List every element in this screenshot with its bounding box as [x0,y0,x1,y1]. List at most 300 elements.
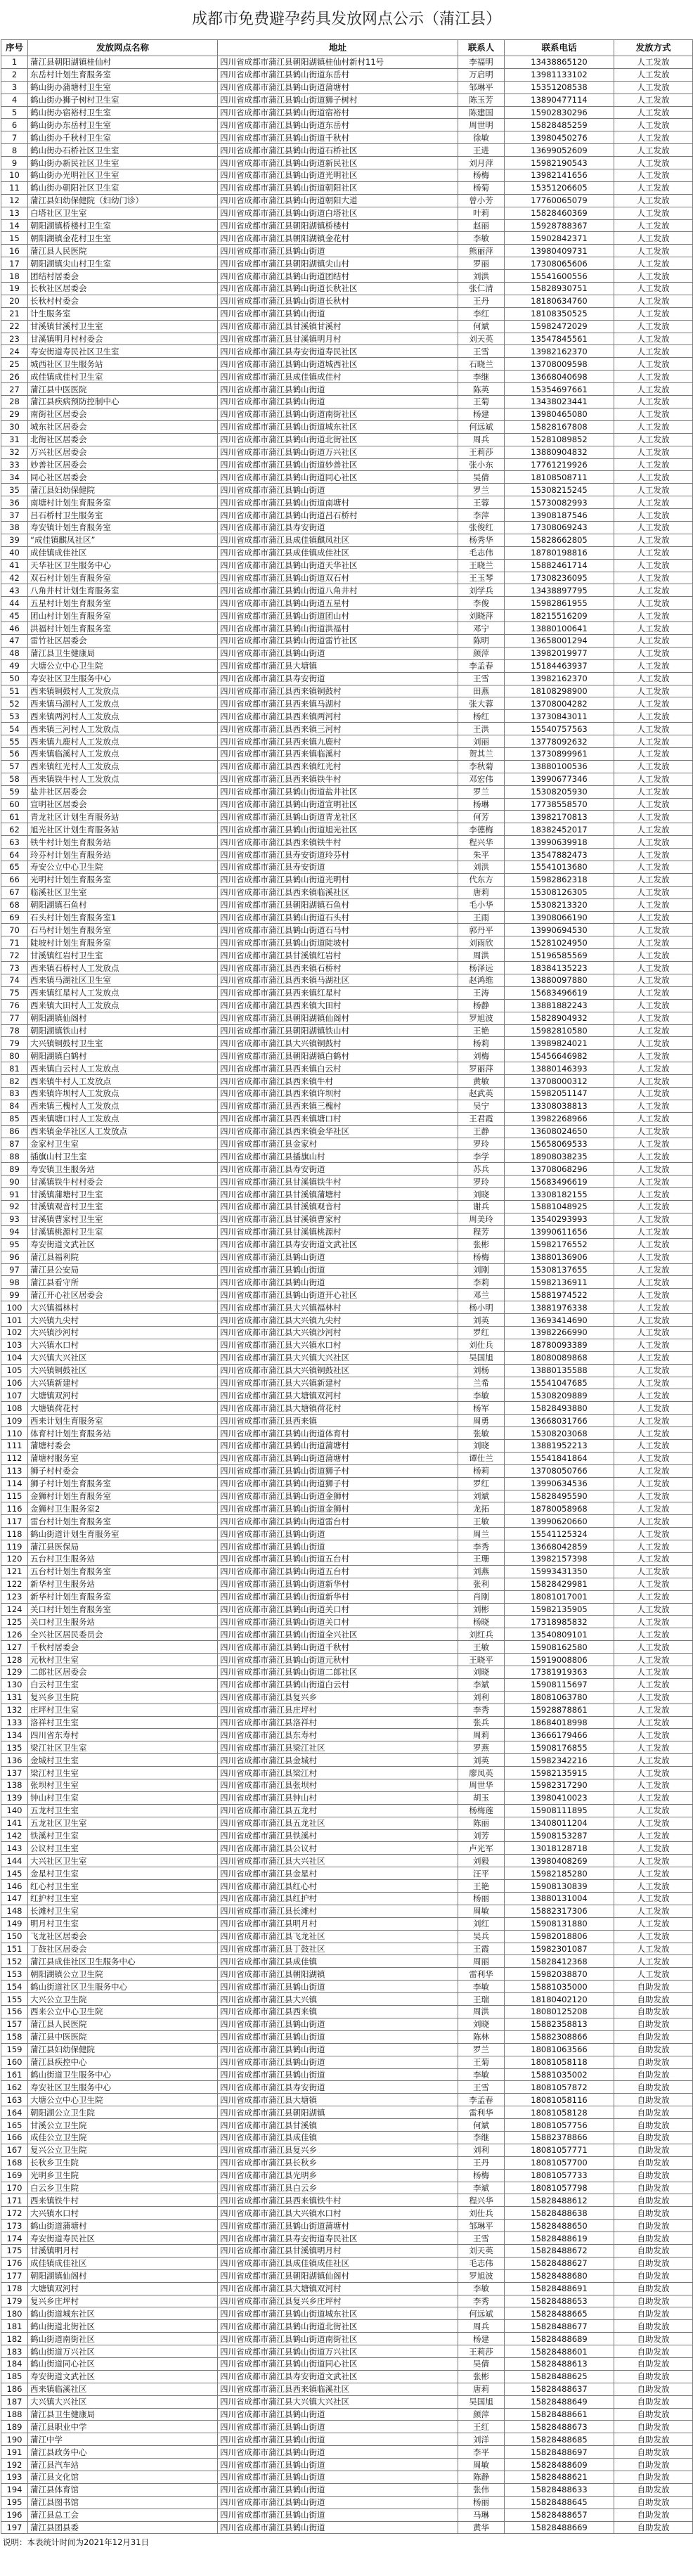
table-row [1,2357,693,2370]
cell-method: 人工发放 [614,1402,693,1415]
cell-phone: 15683496619 [505,1176,614,1188]
cell-phone: 13547845561 [505,333,614,345]
table-row [1,1062,693,1075]
cell-point-name: 蒲江县职业中学 [28,2421,218,2433]
cell-address: 四川省成都市蒲江县鹤山街道 [218,383,458,396]
cell-address: 四川省成都市蒲江县鹤山街道东岳村 [218,68,458,81]
distribution-points-table [1,39,693,2534]
cell-method: 人工发放 [614,1037,693,1050]
cell-point-name: 白塔社区卫生室 [28,207,218,219]
cell-point-name: 西来镇临溪村人工发放点 [28,747,218,760]
cell-contact: 张大蓉 [458,697,505,710]
cell-contact: 李敏 [458,1981,505,1993]
cell-point-name: 光明乡卫生院 [28,2169,218,2182]
cell-method: 自助发放 [614,2119,693,2132]
cell-index: 81 [1,1062,28,1075]
cell-contact: 王雨 [458,911,505,924]
cell-point-name: 五台村计划生育服务室 [28,1565,218,1578]
cell-method: 人工发放 [614,194,693,207]
cell-index: 136 [1,1754,28,1767]
cell-contact: 唐莉 [458,886,505,899]
cell-method: 人工发放 [614,181,693,194]
cell-point-name: 朝阳湖镇仙阁村 [28,2269,218,2282]
cell-point-name: 大兴社区卫生室 [28,1855,218,1867]
cell-point-name: 鹤山街道城东社区 [28,2307,218,2320]
table-row [1,1276,693,1289]
cell-method: 人工发放 [614,1276,693,1289]
cell-contact: 李秀 [458,1704,505,1716]
cell-point-name: 鹤山街道社区卫生服务中心 [28,1981,218,1993]
table-row [1,634,693,647]
table-row [1,723,693,735]
cell-index: 82 [1,1075,28,1088]
table-row [1,484,693,496]
cell-address: 四川省成都市蒲江县鹤山街道双石村 [218,572,458,584]
cell-address: 四川省成都市蒲江县甘溪镇铁牛村 [218,1176,458,1188]
cell-phone: 15928788367 [505,219,614,232]
cell-point-name: 蒲江县妇幼保健院 [28,2043,218,2056]
cell-point-name: 石马村计划生育服务室 [28,924,218,936]
cell-contact: 张兵 [458,1716,505,1729]
cell-phone: 15828488661 [505,2408,614,2421]
cell-address: 四川省成都市蒲江县鹤山街道长秋社区 [218,283,458,295]
cell-phone: 15828412368 [505,1955,614,1968]
table-row [1,1289,693,1301]
cell-index: 16 [1,245,28,257]
cell-address: 四川省成都市蒲江县寿安街道 [218,2081,458,2094]
cell-point-name: 金星村卫生室 [28,1867,218,1880]
cell-contact: 王红 [458,2421,505,2433]
table-row [1,1817,693,1829]
cell-method: 人工发放 [614,1754,693,1767]
cell-point-name: 蒲江县卫生健康局 [28,647,218,659]
cell-point-name: 钟山村卫生室 [28,1791,218,1804]
cell-phone: 18215516209 [505,610,614,622]
cell-point-name: 甘溪镇红岩村卫生室 [28,949,218,962]
table-row [1,1314,693,1327]
cell-index: 65 [1,861,28,874]
cell-index: 97 [1,1263,28,1276]
cell-index: 139 [1,1791,28,1804]
cell-index: 64 [1,849,28,861]
cell-phone: 15882378866 [505,2131,614,2144]
cell-address: 四川省成都市蒲江县大兴镇九尖村 [218,1314,458,1327]
cell-point-name: 宣明社区居委会 [28,798,218,811]
cell-address: 四川省成都市蒲江县长秋乡 [218,2156,458,2169]
cell-address: 四川省成都市蒲江县鹤山街道南塘村 [218,496,458,509]
cell-method: 人工发放 [614,1691,693,1704]
cell-method: 人工发放 [614,1930,693,1943]
table-row [1,899,693,911]
cell-contact: 王菊 [458,2056,505,2068]
cell-address: 四川省成都市蒲江县甘溪镇蒲塘村 [218,1188,458,1201]
table-row [1,936,693,949]
cell-phone: 15828488613 [505,2357,614,2370]
cell-address: 四川省成都市蒲江县西来镇铁牛村 [218,773,458,785]
cell-index: 117 [1,1515,28,1528]
cell-address: 四川省成都市蒲江县甘溪镇明月村 [218,2244,458,2257]
cell-contact: 杨梅 [458,169,505,182]
table-row [1,986,693,999]
cell-method: 人工发放 [614,685,693,697]
cell-point-name: 长秋村村委会 [28,295,218,307]
cell-phone: 18081057733 [505,2169,614,2182]
table-row [1,1767,693,1779]
cell-phone: 18108508711 [505,471,614,484]
cell-address: 四川省成都市蒲江县朝阳湖镇铁山村 [218,1024,458,1037]
table-row [1,2370,693,2383]
cell-point-name: 体育村计划生育服务站 [28,1427,218,1440]
cell-method: 人工发放 [614,1905,693,1917]
cell-contact: 周世华 [458,1779,505,1792]
cell-contact: 张利 [458,1578,505,1590]
cell-address: 四川省成都市蒲江县成佳镇成佳村 [218,371,458,383]
cell-phone: 15828488645 [505,2496,614,2509]
cell-index: 165 [1,2119,28,2132]
cell-method: 人工发放 [614,458,693,471]
cell-address: 四川省成都市蒲江县大兴镇铜鼓村 [218,1037,458,1050]
cell-index: 170 [1,2182,28,2194]
cell-contact: 石晓兰 [458,358,505,371]
table-row [1,2030,693,2043]
cell-contact: 廖凤英 [458,1767,505,1779]
cell-point-name: 朝阳湖镇石鱼村 [28,899,218,911]
cell-method: 人工发放 [614,81,693,94]
cell-contact: 苏兵 [458,1163,505,1176]
table-row [1,974,693,987]
cell-method: 人工发放 [614,219,693,232]
cell-phone: 18081063780 [505,1691,614,1704]
table-row [1,2106,693,2119]
table-row [1,1981,693,1993]
cell-method: 人工发放 [614,1326,693,1339]
cell-method: 人工发放 [614,962,693,974]
cell-point-name: 新华村计划生育服务室 [28,1590,218,1603]
cell-contact: 王菊 [458,396,505,408]
cell-index: 30 [1,420,28,433]
cell-address: 四川省成都市蒲江县大兴镇福林村 [218,1301,458,1314]
cell-index: 168 [1,2156,28,2169]
cell-address: 四川省成都市蒲江县鹤山街道南街社区 [218,2333,458,2345]
cell-index: 147 [1,1893,28,1905]
cell-method: 人工发放 [614,924,693,936]
cell-phone: 13668042859 [505,1540,614,1553]
cell-method: 自助发放 [614,2446,693,2459]
cell-method: 人工发放 [614,307,693,320]
cell-contact: 程芳 [458,1225,505,1238]
cell-contact: 杨红 [458,710,505,723]
cell-address: 四川省成都市蒲江县朝阳湖镇尖山村 [218,257,458,270]
table-row [1,659,693,672]
table-row [1,1024,693,1037]
cell-method: 自助发放 [614,2144,693,2156]
cell-method: 自助发放 [614,2421,693,2433]
cell-point-name: 甘溪镇桃源村卫生室 [28,1225,218,1238]
cell-address: 四川省成都市蒲江县鹤山街道盐井社区 [218,785,458,798]
cell-contact: 刘英 [458,1314,505,1327]
table-row [1,1452,693,1464]
table-row [1,1251,693,1263]
cell-address: 四川省成都市蒲江县西来镇铁牛村 [218,836,458,849]
cell-address: 四川省成都市蒲江县鹤山街道 [218,2521,458,2534]
cell-contact: 陈玉芳 [458,94,505,106]
cell-contact: 杨丽 [458,1893,505,1905]
cell-contact: 李继 [458,371,505,383]
cell-index: 102 [1,1326,28,1339]
cell-index: 187 [1,2395,28,2408]
table-row [1,1654,693,1666]
cell-method: 人工发放 [614,1427,693,1440]
cell-method: 人工发放 [614,1817,693,1829]
cell-method: 人工发放 [614,886,693,899]
cell-contact: 吴倩 [458,471,505,484]
cell-contact: 杨军 [458,1402,505,1415]
cell-method: 人工发放 [614,1389,693,1402]
table-row [1,610,693,622]
cell-phone: 13881976338 [505,1301,614,1314]
cell-point-name: 天华社区卫生服务中心 [28,559,218,572]
page-title: 成都市免费避孕药具发放网点公示（蒲江县） [191,11,501,28]
cell-index: 141 [1,1817,28,1829]
cell-method: 人工发放 [614,1893,693,1905]
cell-index: 89 [1,1163,28,1176]
table-row [1,1075,693,1088]
cell-point-name: 西来镇大田村人工发放点 [28,999,218,1012]
cell-address: 四川省成都市蒲江县鹤山街道 [218,2459,458,2471]
cell-address: 四川省成都市蒲江县鹤山街道同心社区 [218,2357,458,2370]
cell-method: 人工发放 [614,1075,693,1088]
table-row [1,1050,693,1062]
cell-address: 四川省成都市蒲江县鹤山街道蒲塘村 [218,1439,458,1452]
cell-contact: 吴兵 [458,1930,505,1943]
cell-phone: 15828488689 [505,2333,614,2345]
cell-address: 四川省成都市蒲江县钟山村 [218,1791,458,1804]
cell-address: 四川省成都市蒲江县西来镇许坝村 [218,1088,458,1100]
cell-index: 183 [1,2345,28,2358]
cell-phone: 15828485259 [505,119,614,131]
cell-method: 人工发放 [614,1477,693,1490]
cell-index: 59 [1,785,28,798]
cell-point-name: 团山村计划生育服务室 [28,610,218,622]
cell-address: 四川省成都市蒲江县公议村 [218,1842,458,1855]
cell-address: 四川省成都市蒲江县鹤山街道关口村 [218,1603,458,1616]
cell-contact: 胡玉 [458,1791,505,1804]
cell-contact: 曾小芳 [458,194,505,207]
cell-method: 人工发放 [614,949,693,962]
cell-method: 人工发放 [614,672,693,685]
cell-method: 人工发放 [614,1678,693,1691]
cell-method: 人工发放 [614,408,693,420]
cell-phone: 15828488638 [505,2207,614,2220]
cell-point-name: 雷竹社区居委会 [28,634,218,647]
cell-address: 四川省成都市蒲江县鹤山街道宿裕村 [218,106,458,119]
table-row [1,534,693,546]
cell-point-name: 朝阳湖镇金花村卫生室 [28,232,218,245]
cell-phone: 15828488621 [505,2471,614,2484]
table-row [1,383,693,396]
cell-contact: 何远斌 [458,420,505,433]
cell-index: 134 [1,1729,28,1741]
cell-contact: 张伟 [458,2483,505,2496]
cell-index: 76 [1,999,28,1012]
cell-contact: 万启明 [458,68,505,81]
cell-point-name: 新华村卫生服务站 [28,1578,218,1590]
cell-point-name: 西来镇红星村人工发放点 [28,986,218,999]
cell-index: 163 [1,2094,28,2106]
cell-contact: 刘晓 [458,1439,505,1452]
table-row [1,861,693,874]
cell-contact: 罗旭波 [458,2269,505,2282]
cell-method: 人工发放 [614,320,693,333]
cell-point-name: 玲芬村计划生育服务站 [28,849,218,861]
cell-point-name: 蒲江县图书馆 [28,2496,218,2509]
header-method: 发放方式 [614,40,693,56]
cell-point-name: 梁江村卫生室 [28,1767,218,1779]
cell-index: 7 [1,131,28,144]
cell-phone: 13880100641 [505,622,614,635]
cell-address: 四川省成都市蒲江县朝阳湖镇金花村 [218,232,458,245]
cell-phone: 18684018998 [505,1716,614,1729]
cell-method: 人工发放 [614,333,693,345]
cell-point-name: 寿安街道寿民社区 [28,2232,218,2245]
cell-method: 自助发放 [614,1981,693,1993]
cell-method: 人工发放 [614,1729,693,1741]
cell-method: 人工发放 [614,1829,693,1842]
cell-phone: 18780093389 [505,1339,614,1351]
cell-address: 四川省成都市蒲江县洛祥村 [218,1716,458,1729]
cell-index: 131 [1,1691,28,1704]
cell-index: 157 [1,2018,28,2030]
table-row [1,798,693,811]
cell-index: 112 [1,1452,28,1464]
cell-method: 自助发放 [614,2232,693,2245]
cell-index: 45 [1,610,28,622]
table-row [1,622,693,635]
cell-address: 四川省成都市蒲江县鹤山街道蒲塘村 [218,1452,458,1464]
cell-point-name: 狮子村村委会 [28,1464,218,1477]
cell-phone: 15881048925 [505,1201,614,1213]
cell-index: 32 [1,446,28,458]
table-row [1,1540,693,1553]
cell-index: 126 [1,1628,28,1641]
cell-address: 四川省成都市蒲江县大兴镇水口村 [218,1339,458,1351]
cell-point-name: 鹤山街道卫生服务中心 [28,2068,218,2081]
cell-point-name: 公议村卫生室 [28,1842,218,1855]
cell-method: 人工发放 [614,1616,693,1628]
table-row [1,2471,693,2484]
cell-address: 四川省成都市蒲江县五龙社区 [218,1817,458,1829]
cell-phone: 18780198816 [505,546,614,559]
cell-address: 四川省成都市蒲江县鹤山街道朝阳大道 [218,194,458,207]
cell-index: 175 [1,2244,28,2257]
cell-address: 四川省成都市蒲江县庄坪村 [218,1704,458,1716]
cell-index: 123 [1,1590,28,1603]
cell-phone: 15184463937 [505,659,614,672]
table-row [1,169,693,182]
table-row [1,471,693,484]
cell-point-name: 寿安街道文武社区 [28,1238,218,1251]
cell-address: 四川省成都市蒲江县朝阳湖镇桥楼村 [218,219,458,232]
cell-method: 人工发放 [614,735,693,748]
cell-method: 人工发放 [614,1377,693,1389]
table-row [1,1791,693,1804]
cell-address: 四川省成都市蒲江县鹤山街道南街社区 [218,408,458,420]
cell-phone: 15308209889 [505,1389,614,1402]
cell-index: 36 [1,496,28,509]
table-row [1,1225,693,1238]
cell-method: 人工发放 [614,849,693,861]
cell-address: 四川省成都市蒲江县鹤山街道 [218,2043,458,2056]
cell-method: 人工发放 [614,873,693,886]
cell-contact: 徐敏 [458,131,505,144]
cell-index: 43 [1,584,28,597]
cell-point-name: 成佳公立卫生院 [28,2131,218,2144]
cell-point-name: 五龙村卫生室 [28,1804,218,1817]
cell-method: 人工发放 [614,974,693,987]
table-row [1,283,693,295]
cell-index: 149 [1,1917,28,1930]
table-row [1,2094,693,2106]
cell-method: 自助发放 [614,2030,693,2043]
cell-contact: 李萍 [458,509,505,522]
cell-contact: 罗红 [458,1477,505,1490]
cell-address: 四川省成都市蒲江县飞龙社区 [218,1930,458,1943]
cell-address: 四川省成都市蒲江县鹤山街道同心社区 [218,471,458,484]
cell-contact: 周勇 [458,1415,505,1427]
cell-point-name: 旭光社区计划生育服务站 [28,823,218,836]
cell-contact: 杨梅 [458,2169,505,2182]
cell-phone: 17308069243 [505,521,614,534]
cell-phone: 13880100536 [505,760,614,773]
cell-phone: 15828460369 [505,207,614,219]
cell-method: 人工发放 [614,207,693,219]
cell-address: 四川省成都市蒲江县鹤山街道五星村 [218,597,458,610]
cell-point-name: 鹤山街道计划生育服务室 [28,1528,218,1540]
cell-phone: 18081057771 [505,2144,614,2156]
cell-phone: 15982038870 [505,1968,614,1981]
cell-method: 人工发放 [614,798,693,811]
table-row [1,2496,693,2509]
cell-phone: 13540809101 [505,1628,614,1641]
cell-method: 人工发放 [614,1100,693,1112]
cell-method: 人工发放 [614,484,693,496]
cell-point-name: 五龙社区卫生室 [28,1817,218,1829]
table-row [1,559,693,572]
cell-index: 71 [1,936,28,949]
cell-index: 61 [1,811,28,823]
cell-address: 四川省成都市蒲江县鹤山街道千秋村 [218,1641,458,1654]
cell-contact: 刘芳 [458,1829,505,1842]
cell-phone: 15908176855 [505,1741,614,1754]
table-row [1,672,693,685]
cell-phone: 13708068296 [505,1163,614,1176]
cell-point-name: 复兴乡庄坪村 [28,2295,218,2307]
cell-contact: 汪平 [458,1867,505,1880]
cell-index: 73 [1,962,28,974]
table-row [1,194,693,207]
cell-index: 68 [1,899,28,911]
cell-phone: 13880136906 [505,1251,614,1263]
cell-phone: 15308205930 [505,785,614,798]
cell-address: 四川省成都市蒲江县鹤山街道开心社区 [218,1289,458,1301]
cell-point-name: 北街社区居委会 [28,433,218,446]
cell-address: 四川省成都市蒲江县鹤山街道 [218,2483,458,2496]
cell-phone: 13730843011 [505,710,614,723]
cell-phone: 15828488697 [505,2446,614,2459]
table-row [1,295,693,307]
cell-address: 四川省成都市蒲江县甘溪镇观音村 [218,1201,458,1213]
cell-index: 103 [1,1339,28,1351]
